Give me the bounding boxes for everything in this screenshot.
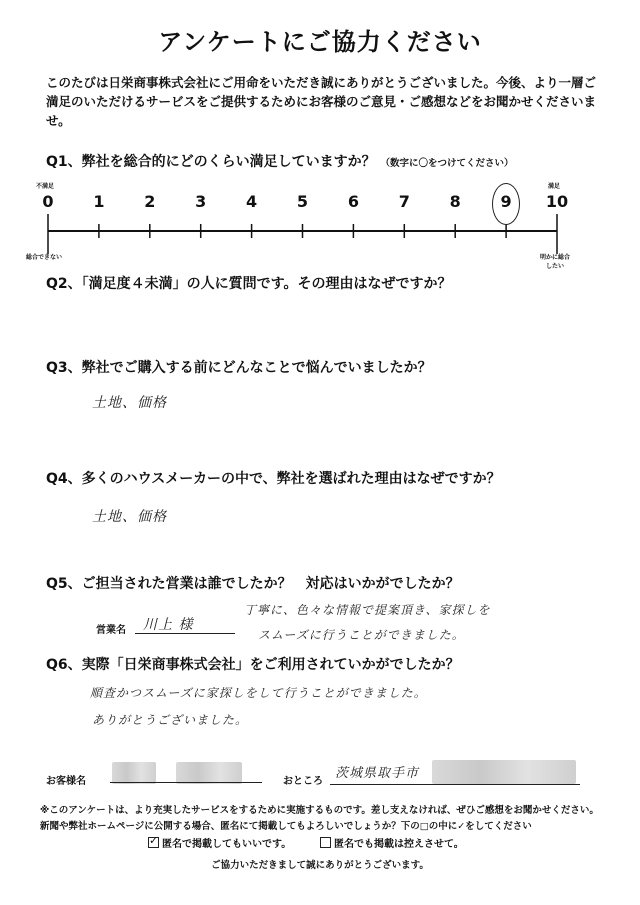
answer-6-line-1: 順査かつスムーズに家探しをして行うことができました。 bbox=[90, 686, 427, 700]
answer-5-line-2: スムーズに行うことができました。 bbox=[258, 628, 465, 642]
scale-number-1[interactable]: 1 bbox=[93, 192, 105, 211]
address-underline bbox=[330, 784, 580, 785]
redacted-name-1 bbox=[112, 762, 156, 784]
scale-number-8[interactable]: 8 bbox=[449, 192, 461, 211]
question-3: Q3、弊社でご購入する前にどんなことで悩んでいましたか？ bbox=[46, 360, 432, 376]
option-1-label: 匿名で掲載してもいいです。 bbox=[162, 839, 292, 850]
scale-axis bbox=[40, 210, 570, 260]
name-underline bbox=[110, 782, 262, 783]
option-anonymous-decline[interactable] bbox=[320, 835, 464, 850]
address-value: 茨城県取手市 bbox=[335, 766, 420, 781]
scale-left-top-label: 不満足 bbox=[36, 183, 55, 190]
question-6: Q6、実際「日栄商事株式会社」をご利用されていかがでしたか？ bbox=[46, 657, 460, 673]
selected-circle-mark bbox=[492, 183, 520, 225]
scale-number-9[interactable]: 9 bbox=[500, 192, 512, 211]
question-4: Q4、多くのハウスメーカーの中で、弊社を選ばれた理由はなぜですか？ bbox=[46, 471, 501, 487]
notice-line-1: ※このアンケートは、より充実したサービスをするために実施するものです。差し支えなければ、ぜひご感想をお聞かせください。 bbox=[40, 805, 599, 816]
scale-right-top-label: 満足 bbox=[548, 183, 561, 190]
scale-number-2[interactable]: 2 bbox=[144, 192, 156, 211]
question-1-hint: （数字に〇をつけてください） bbox=[380, 158, 514, 169]
scale-number-7[interactable]: 7 bbox=[398, 192, 410, 211]
question-1 bbox=[46, 151, 514, 171]
page-title: アンケートにご協力ください bbox=[158, 28, 482, 56]
question-5: Q5、ご担当された営業は誰でしたか？ 対応はいかがでしたか？ bbox=[46, 576, 460, 592]
address-label: おところ bbox=[283, 776, 323, 787]
redacted-name-2 bbox=[176, 762, 242, 784]
scale-number-6[interactable]: 6 bbox=[347, 192, 359, 211]
scale-right-bottom-label: 明かに総合したい bbox=[539, 254, 570, 270]
checkbox-empty-icon[interactable] bbox=[320, 837, 331, 848]
rep-underline bbox=[135, 633, 235, 634]
answer-5-line-1: 丁寧に、色々な情報で提案頂き、家探しを bbox=[244, 603, 491, 617]
intro-text: このたびは日栄商事株式会社にご用命をいただき誠にありがとうございました。今後、より一層ご満足のいただけるサービスをご提供するためにお客様のご意見・ご感想などをお聞かせくださいませ。 bbox=[46, 75, 597, 128]
scale-left-bottom-label: 総合できない bbox=[26, 254, 63, 261]
notice-line-2: 新聞や弊社ホームページに公開する場合、匿名にて掲載してもよろしいでしょうか？下の□の中に✓をしてください bbox=[40, 821, 532, 832]
option-anonymous-ok[interactable] bbox=[148, 835, 291, 850]
thanks-text: ご協力いただきまして誠にありがとうございます。 bbox=[211, 860, 429, 871]
scale-number-5[interactable]: 5 bbox=[296, 192, 309, 211]
answer-3: 土地、価格 bbox=[92, 395, 167, 411]
scale-number-0[interactable]: 0 bbox=[42, 192, 54, 211]
scale-number-4[interactable]: 4 bbox=[246, 192, 258, 211]
scale-number-10[interactable]: 10 bbox=[545, 192, 569, 211]
checkbox-checked-icon[interactable] bbox=[148, 837, 159, 848]
scale-number-3[interactable]: 3 bbox=[195, 192, 207, 211]
answer-6-line-2: ありがとうございました。 bbox=[92, 713, 249, 727]
rep-name: 川上 様 bbox=[143, 617, 194, 633]
option-2-label: 匿名でも掲載は控えさせて。 bbox=[334, 839, 464, 850]
answer-4: 土地、価格 bbox=[92, 509, 167, 525]
rep-label: 営業名 bbox=[96, 625, 126, 636]
customer-name-label: お客様名 bbox=[46, 776, 86, 787]
question-2: Q2、「満足度４未満」の人に質問です。その理由はなぜですか？ bbox=[46, 276, 452, 292]
question-1-text: Q1、弊社を総合的にどのくらい満足していますか？ bbox=[46, 154, 376, 170]
redacted-address bbox=[432, 760, 576, 784]
